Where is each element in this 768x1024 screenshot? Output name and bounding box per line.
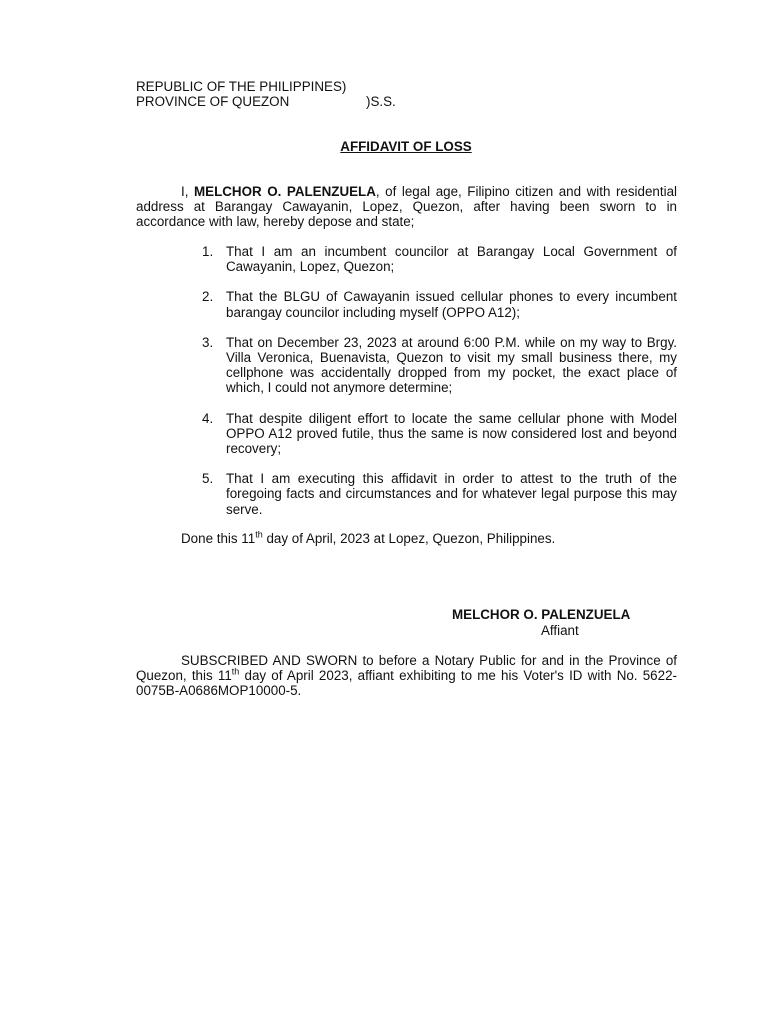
intro-paragraph xyxy=(136,184,677,230)
done-before: Done this 11 xyxy=(181,531,256,546)
item-number: 5. xyxy=(202,471,214,487)
jurat-ordinal: th xyxy=(231,666,240,677)
list-item xyxy=(202,335,677,396)
affiant-name: MELCHOR O. PALENZUELA xyxy=(193,184,376,199)
item-text: That I am an incumbent councilor at Barangay Local Government of Cawayanin, Lopez, Quezon; xyxy=(226,244,677,275)
item-text: That I am executing this affidavit in order to attest to the truth of the foregoing facts and circumstances and for whatever legal purpose this may serve. xyxy=(226,471,677,517)
list-item xyxy=(202,289,677,319)
item-text: That the BLGU of Cawayanin issued cellular phones to every incumbent barangay councilor including myself (OPPO A12); xyxy=(226,289,677,320)
caption-line-1: REPUBLIC OF THE PHILIPPINES) xyxy=(136,79,347,94)
signature-name: MELCHOR O. PALENZUELA xyxy=(452,607,631,622)
jurat-paragraph xyxy=(136,653,677,699)
done-ordinal: th xyxy=(255,529,263,540)
intro-prefix: I, xyxy=(181,184,194,199)
item-text: That on December 23, 2023 at around 6:00 P.M. while on my way to Brgy. Villa Veronica, Buenavista, Quezon to visit my small business there, my cellphone was accidentally dropped from my pocket, the exact place of which, I could not anymore determine; xyxy=(226,334,677,396)
signature-title: Affiant xyxy=(541,623,579,638)
done-clause xyxy=(181,531,555,546)
intro-rest: , of legal age, Filipino citizen and with residential address at Barangay Cawayanin, Lopez, Quezon, after having been sworn to in accordance with law, hereby depose and state; xyxy=(136,184,677,230)
list-item xyxy=(202,411,677,457)
caption-line-2 xyxy=(136,94,396,109)
done-after: day of April, 2023 at Lopez, Quezon, Philippines. xyxy=(262,531,556,546)
document-title: AFFIDAVIT OF LOSS xyxy=(340,139,472,154)
venue-caption xyxy=(136,79,396,109)
caption-ss: )S.S. xyxy=(366,94,396,110)
list-item xyxy=(202,471,677,517)
list-item xyxy=(202,244,677,274)
item-number: 4. xyxy=(202,410,214,426)
jurat-before: SUBSCRIBED AND SWORN to before a Notary Public for and in the Province of Quezon, this 11 xyxy=(136,653,677,684)
item-number: 1. xyxy=(202,244,214,259)
statement-list xyxy=(202,244,677,532)
item-text: That despite diligent effort to locate the same cellular phone with Model OPPO A12 proved futile, thus the same is now considered lost and beyond recovery; xyxy=(226,410,677,457)
item-number: 2. xyxy=(202,289,214,305)
caption-province: PROVINCE OF QUEZON xyxy=(136,94,290,110)
jurat-after: day of April 2023, affiant exhibiting to me his Voter's ID with No. 5622-0075B-A0686MOP10000-5. xyxy=(136,668,677,699)
item-number: 3. xyxy=(202,334,214,350)
